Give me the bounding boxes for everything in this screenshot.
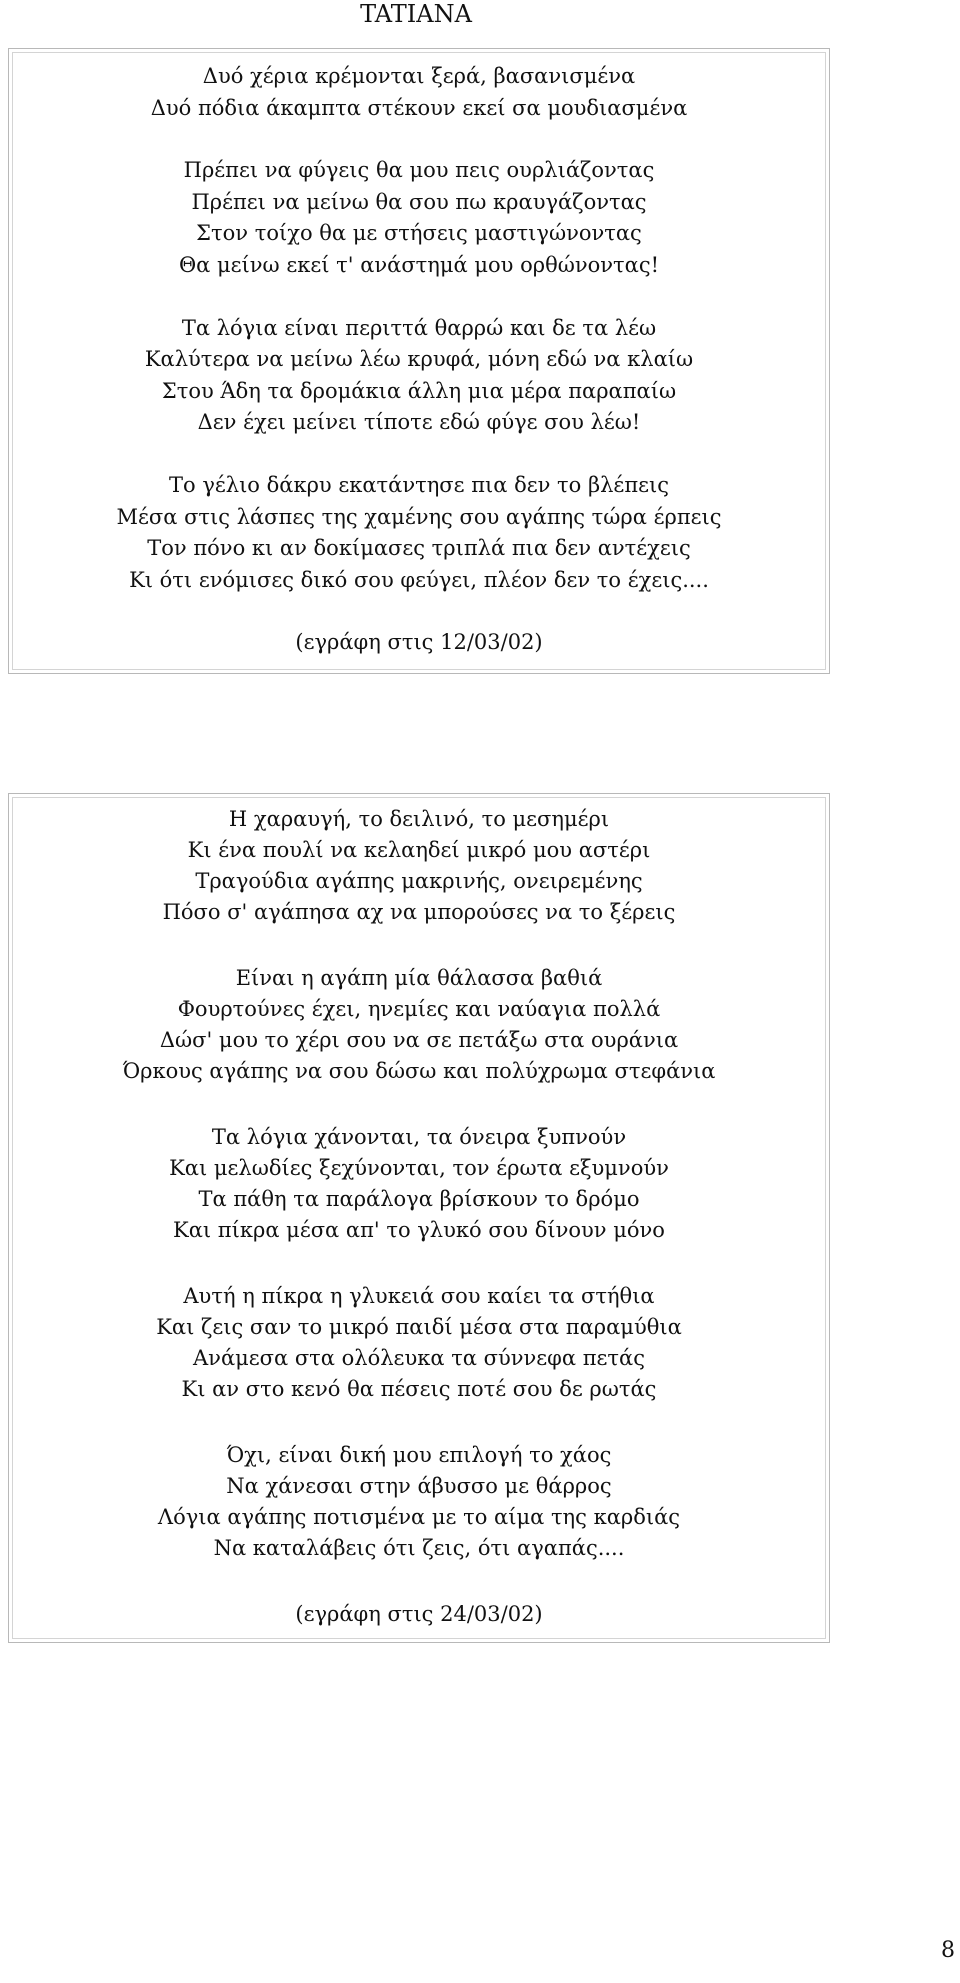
stanza	[9, 963, 829, 1087]
poem-line: Δυό χέρια κρέμονται ξερά, βασανισμένα	[202, 64, 636, 88]
poem-line: Δυό πόδια άκαμπτα στέκουν εκεί σα μουδιασμένα	[150, 95, 688, 120]
poem-box	[8, 48, 830, 674]
poem-line: Τα λόγια χάνονται, τα όνειρα ξυπνούν	[211, 1125, 627, 1149]
poem-line: Αυτή η πίκρα η γλυκειά σου καίει τα στήθια	[183, 1284, 655, 1308]
poem-line: Καλύτερα να μείνω λέω κρυφά, μόνη εδώ να κλαίω	[144, 347, 694, 372]
stanza	[9, 155, 829, 281]
poem-line: Δεν έχει μείνει τίποτε εδώ φύγε σου λέω!	[197, 410, 641, 435]
page-title: TATIANA	[360, 0, 472, 28]
poem-line: Τα λόγια είναι περιττά θαρρώ και δε τα λέω	[181, 315, 657, 340]
stanza	[9, 313, 829, 439]
poem-line: Είναι η αγάπη μία θάλασσα βαθιά	[235, 966, 603, 990]
poem-line: Πρέπει να μείνω θα σου πω κραυγάζοντας	[191, 189, 647, 214]
stanza	[9, 1440, 829, 1564]
poem-line: Η χαραυγή, το δειλινό, το μεσημέρι	[228, 807, 610, 831]
poem-line: Κι ένα πουλί να κελαηδεί μικρό μου αστέρι	[187, 838, 651, 862]
poem-line: Στου Άδη τα δρομάκια άλλη μια μέρα παραπαίω	[161, 378, 677, 403]
poem-line: Κι ότι ενόμισες δικό σου φεύγει, πλέον δεν το έχεις....	[129, 567, 709, 592]
poem-line: Στον τοίχο θα με στήσεις μαστιγώνοντας	[196, 221, 642, 246]
poem-date: (εγράφη στις 24/03/02)	[295, 1602, 543, 1626]
poem-line: Δώσ' μου το χέρι σου να σε πετάξω στα ουράνια	[159, 1028, 679, 1052]
poem-date: (εγράφη στις 12/03/02)	[295, 630, 543, 655]
poem-line: Να καταλάβεις ότι ζεις, ότι αγαπάς....	[213, 1536, 625, 1560]
poem-line: Κι αν στο κενό θα πέσεις ποτέ σου δε ρωτάς	[181, 1377, 657, 1401]
poem-line: Και ζεις σαν το μικρό παιδί μέσα στα παραμύθια	[156, 1315, 682, 1339]
poem-box	[8, 793, 830, 1643]
poem-line: Και πίκρα μέσα απ' το γλυκό σου δίνουν μόνο	[173, 1218, 665, 1242]
poem-line: Μέσα στις λάσπες της χαμένης σου αγάπης τώρα έρπεις	[116, 504, 722, 529]
poem-line: Φουρτούνες έχει, ηνεμίες και ναύαγια πολλά	[177, 997, 661, 1021]
poem-line: Πρέπει να φύγεις θα μου πεις ουρλιάζοντας	[183, 158, 655, 183]
poem-line: Τραγούδια αγάπης μακρινής, ονειρεμένης	[195, 869, 643, 893]
poem-line: Θα μείνω εκεί τ' ανάστημά μου ορθώνοντας!	[178, 252, 660, 277]
stanza	[9, 1122, 829, 1246]
stanza	[9, 1281, 829, 1405]
poem-line: Λόγια αγάπης ποτισμένα με το αίμα της καρδιάς	[157, 1505, 681, 1529]
poem-line: Να χάνεσαι στην άβυσσο με θάρρος	[226, 1474, 612, 1498]
poem-line: Ανάμεσα στα ολόλευκα τα σύννεφα πετάς	[193, 1346, 645, 1370]
poem-line: Πόσο σ' αγάπησα αχ να μπορούσες να το ξέρεις	[162, 900, 676, 924]
poem-line: Τα πάθη τα παράλογα βρίσκουν το δρόμο	[198, 1187, 640, 1211]
poem-line: Και μελωδίες ξεχύνονται, τον έρωτα εξυμνούν	[169, 1156, 669, 1180]
poem-line: Όχι, είναι δική μου επιλογή το χάος	[226, 1443, 612, 1467]
poem-line: Το γέλιο δάκρυ εκατάντησε πια δεν το βλέπεις	[169, 472, 669, 497]
stanza	[9, 61, 829, 124]
poem-line: Όρκους αγάπης να σου δώσω και πολύχρωμα στεφάνια	[122, 1059, 716, 1083]
poem-line: Τον πόνο κι αν δοκίμασες τριπλά πια δεν αντέχεις	[147, 536, 691, 561]
stanza	[9, 470, 829, 596]
stanza	[9, 804, 829, 928]
page-number: 8	[941, 1938, 955, 1963]
